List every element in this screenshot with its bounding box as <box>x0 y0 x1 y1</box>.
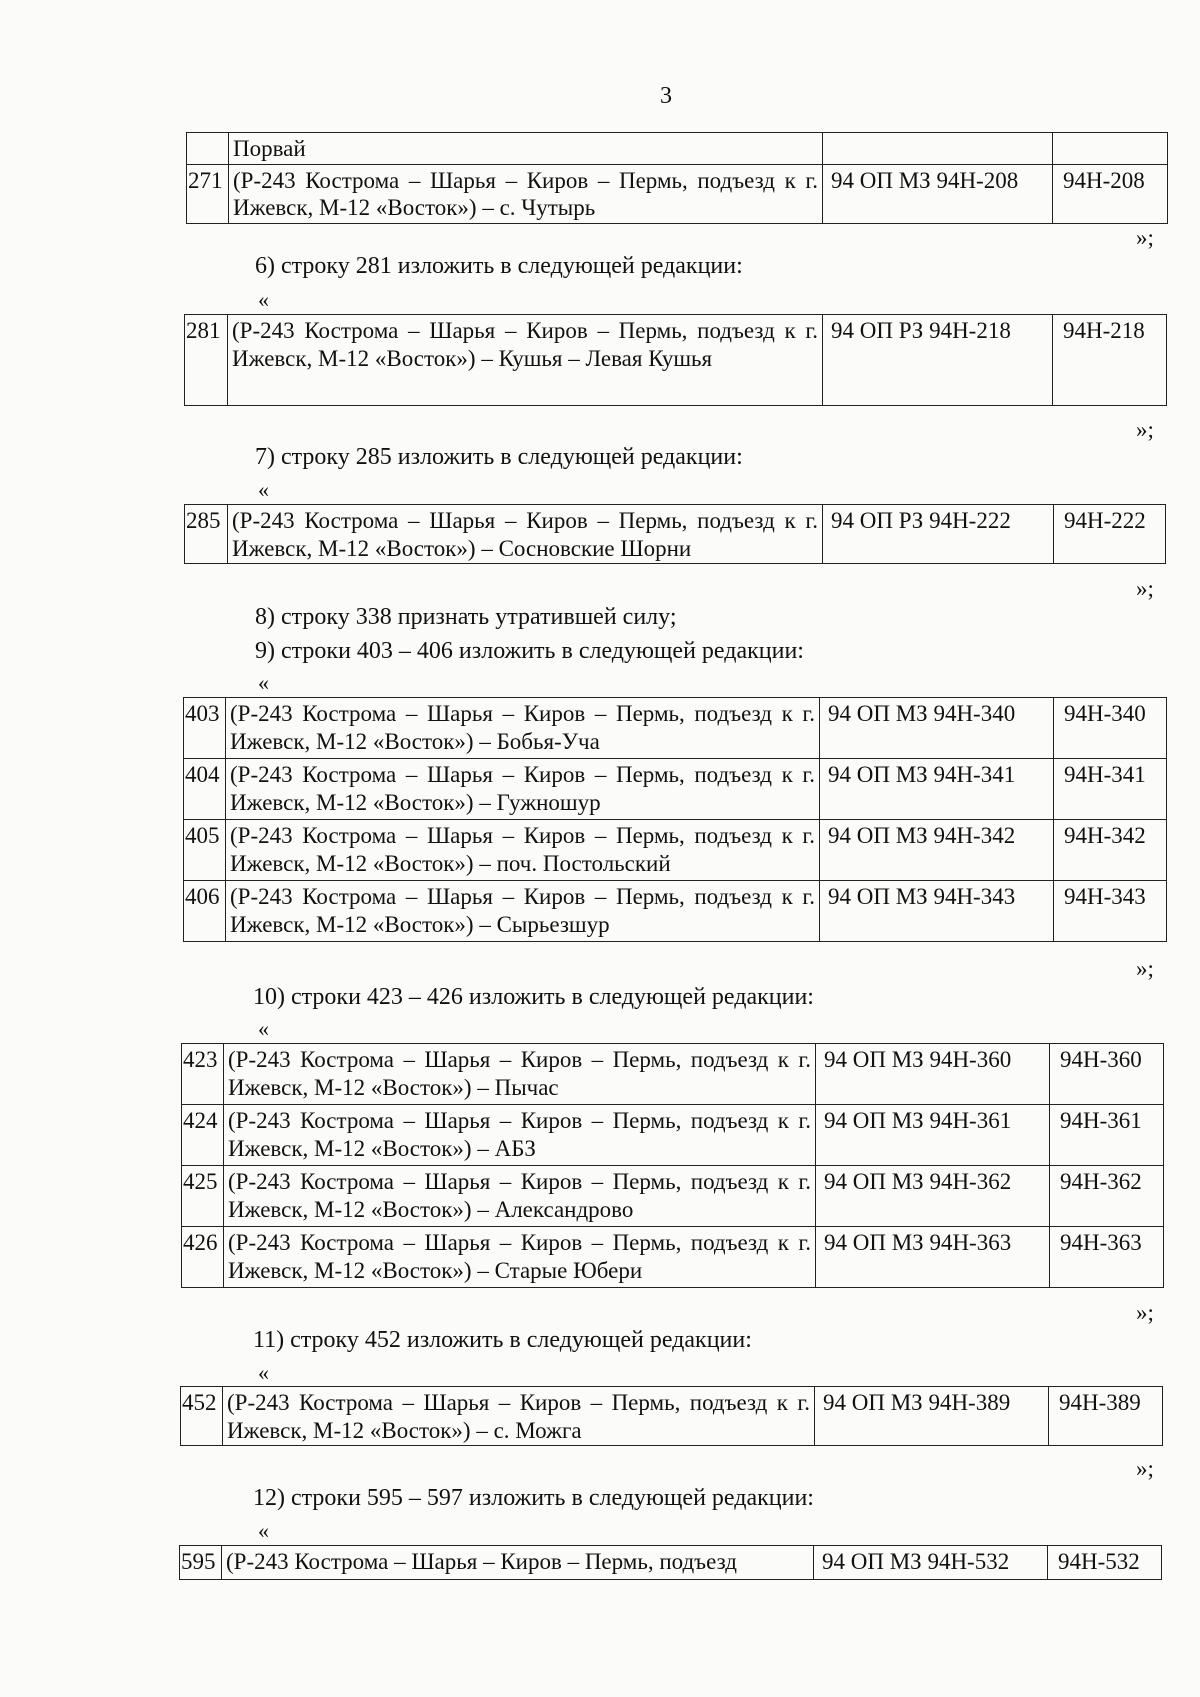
opening-quote: « <box>258 1016 269 1041</box>
road-code-cell: 94Н-208 <box>1053 164 1168 223</box>
road-code-cell: 94Н-362 <box>1050 1166 1164 1227</box>
opening-quote: « <box>258 477 269 502</box>
road-id-cell <box>823 133 1053 165</box>
road-id-cell: 94 ОП РЗ 94Н-222 <box>823 505 1054 564</box>
road-id-cell: 94 ОП МЗ 94Н-342 <box>820 820 1054 881</box>
table-row <box>182 1105 1164 1166</box>
row-number-cell: 452 <box>181 1387 223 1446</box>
road-code-cell: 94Н-389 <box>1049 1387 1163 1446</box>
table-row <box>182 1227 1164 1288</box>
table-row <box>187 133 1168 165</box>
row-number-cell: 423 <box>182 1044 224 1105</box>
road-table-423-426 <box>181 1043 1164 1288</box>
table-row <box>184 759 1167 820</box>
road-table-271 <box>186 132 1168 224</box>
road-name-cell: (Р-243 Кострома – Шарья – Киров – Пермь, подъезд к г. Ижевск, М-12 «Восток») – АБЗ <box>224 1105 816 1166</box>
row-number-cell: 424 <box>182 1105 224 1166</box>
table-row <box>181 1387 1163 1446</box>
table-row <box>182 1166 1164 1227</box>
road-table-595-597 <box>179 1545 1162 1580</box>
road-name-cell: (Р-243 Кострома – Шарья – Киров – Пермь, подъезд к г. Ижевск, М-12 «Восток») – Кушья – Левая Кушья <box>228 315 823 406</box>
road-table-452 <box>180 1386 1163 1446</box>
instruction-9: 9) строки 403 – 406 изложить в следующей редакции: <box>255 638 804 664</box>
opening-quote: « <box>258 1360 269 1385</box>
table-row <box>184 698 1167 759</box>
closing-quote: »; <box>1136 1300 1154 1325</box>
road-id-cell: 94 ОП МЗ 94Н-343 <box>820 881 1054 942</box>
row-number-cell: 405 <box>184 820 226 881</box>
row-number-cell: 271 <box>187 164 229 223</box>
instruction-10: 10) строки 423 – 426 изложить в следующей редакции: <box>253 984 814 1010</box>
road-id-cell: 94 ОП МЗ 94Н-532 <box>814 1546 1048 1580</box>
road-id-cell: 94 ОП МЗ 94Н-341 <box>820 759 1054 820</box>
opening-quote: « <box>258 670 269 695</box>
road-name-cell: (Р-243 Кострома – Шарья – Киров – Пермь, подъезд к г. Ижевск, М-12 «Восток») – Гужношур <box>226 759 820 820</box>
closing-quote: »; <box>1136 956 1154 981</box>
row-number-cell: 281 <box>185 315 228 406</box>
road-name-cell: (Р-243 Кострома – Шарья – Киров – Пермь, подъезд к г. Ижевск, М-12 «Восток») – Старые Юбери <box>224 1227 816 1288</box>
road-id-cell: 94 ОП МЗ 94Н-363 <box>816 1227 1050 1288</box>
instruction-8: 8) строку 338 признать утратившей силу; <box>255 604 677 630</box>
road-id-cell: 94 ОП МЗ 94Н-360 <box>816 1044 1050 1105</box>
table-row <box>180 1546 1162 1580</box>
opening-quote: « <box>258 287 269 312</box>
road-code-cell: 94Н-342 <box>1054 820 1167 881</box>
row-number-cell <box>187 133 229 165</box>
road-code-cell: 94Н-340 <box>1054 698 1167 759</box>
road-code-cell <box>1053 133 1168 165</box>
road-table-281 <box>184 314 1167 406</box>
table-row <box>184 881 1167 942</box>
road-name-cell: (Р-243 Кострома – Шарья – Киров – Пермь, подъезд к г. Ижевск, М-12 «Восток») – Александрово <box>224 1166 816 1227</box>
road-name-cell: (Р-243 Кострома – Шарья – Киров – Пермь, подъезд к г. Ижевск, М-12 «Восток») – Сырьезшур <box>226 881 820 942</box>
row-number-cell: 406 <box>184 881 226 942</box>
table-row <box>184 820 1167 881</box>
road-table-285 <box>184 504 1166 564</box>
page-number: 3 <box>660 83 672 109</box>
road-id-cell: 94 ОП МЗ 94Н-361 <box>816 1105 1050 1166</box>
road-name-cell: (Р-243 Кострома – Шарья – Киров – Пермь, подъезд к г. Ижевск, М-12 «Восток») – Сосновские Шорни <box>228 505 823 564</box>
closing-quote: »; <box>1136 576 1154 601</box>
instruction-11: 11) строку 452 изложить в следующей редакции: <box>253 1327 752 1353</box>
road-code-cell: 94Н-361 <box>1050 1105 1164 1166</box>
road-id-cell: 94 ОП РЗ 94Н-218 <box>823 315 1053 406</box>
road-name-cell: (Р-243 Кострома – Шарья – Киров – Пермь, подъезд к г. Ижевск, М-12 «Восток») – Пычас <box>224 1044 816 1105</box>
road-id-cell: 94 ОП МЗ 94Н-208 <box>823 164 1053 223</box>
instruction-6: 6) строку 281 изложить в следующей редакции: <box>255 253 743 279</box>
road-id-cell: 94 ОП МЗ 94Н-389 <box>815 1387 1049 1446</box>
road-table-403-406 <box>183 697 1167 942</box>
row-number-cell: 426 <box>182 1227 224 1288</box>
road-name-cell: (Р-243 Кострома – Шарья – Киров – Пермь, подъезд к г. Ижевск, М-12 «Восток») – Бобья-Уча <box>226 698 820 759</box>
opening-quote: « <box>258 1518 269 1543</box>
road-code-cell: 94Н-343 <box>1054 881 1167 942</box>
table-row <box>185 315 1167 406</box>
road-code-cell: 94Н-341 <box>1054 759 1167 820</box>
row-number-cell: 403 <box>184 698 226 759</box>
road-code-cell: 94Н-363 <box>1050 1227 1164 1288</box>
table-row <box>185 505 1166 564</box>
road-id-cell: 94 ОП МЗ 94Н-362 <box>816 1166 1050 1227</box>
road-name-cell: Порвай <box>229 133 823 165</box>
road-name-cell: (Р-243 Кострома – Шарья – Киров – Пермь, подъезд к г. Ижевск, М-12 «Восток») – поч. Постольский <box>226 820 820 881</box>
row-number-cell: 285 <box>185 505 228 564</box>
road-code-cell: 94Н-532 <box>1048 1546 1162 1580</box>
row-number-cell: 595 <box>180 1546 222 1580</box>
road-code-cell: 94Н-360 <box>1050 1044 1164 1105</box>
road-name-cell: (Р-243 Кострома – Шарья – Киров – Пермь, подъезд <box>222 1546 814 1580</box>
road-name-cell: (Р-243 Кострома – Шарья – Киров – Пермь, подъезд к г. Ижевск, М-12 «Восток») – с. Можга <box>223 1387 815 1446</box>
instruction-7: 7) строку 285 изложить в следующей редакции: <box>255 444 743 470</box>
road-name-cell: (Р-243 Кострома – Шарья – Киров – Пермь, подъезд к г. Ижевск, М-12 «Восток») – с. Чутырь <box>229 164 823 223</box>
table-row <box>187 164 1168 223</box>
closing-quote: »; <box>1136 225 1154 250</box>
row-number-cell: 425 <box>182 1166 224 1227</box>
closing-quote: »; <box>1136 417 1154 442</box>
closing-quote: »; <box>1136 1456 1154 1481</box>
instruction-12: 12) строки 595 – 597 изложить в следующей редакции: <box>253 1485 814 1511</box>
road-id-cell: 94 ОП МЗ 94Н-340 <box>820 698 1054 759</box>
road-code-cell: 94Н-222 <box>1054 505 1166 564</box>
row-number-cell: 404 <box>184 759 226 820</box>
table-row <box>182 1044 1164 1105</box>
road-code-cell: 94Н-218 <box>1053 315 1167 406</box>
